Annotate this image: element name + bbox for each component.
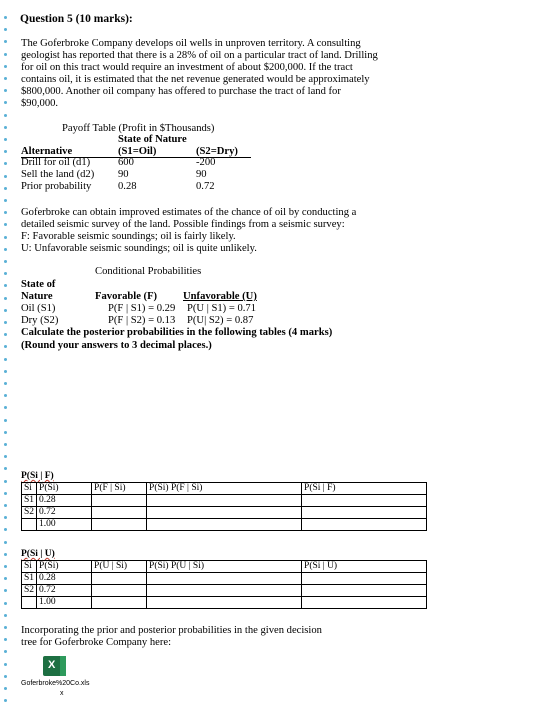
table-cell[interactable]	[147, 597, 302, 609]
table-cell[interactable]	[92, 585, 147, 597]
margin-bullet-dot	[4, 309, 7, 312]
margin-bullet-dot	[4, 541, 7, 544]
margin-bullet-dot	[4, 236, 7, 239]
margin-bullet-dot	[4, 467, 7, 470]
attachment-filename[interactable]: Goferbroke%20Co.xls	[21, 680, 90, 687]
table-cell[interactable]	[92, 519, 147, 531]
favorable-header: Favorable (F)	[95, 291, 158, 302]
table-cell: S2	[22, 507, 37, 519]
table-cell[interactable]	[147, 519, 302, 531]
table-header-row	[22, 483, 427, 495]
margin-bullet-dot	[4, 28, 7, 31]
margin-bullet-dot	[4, 40, 7, 43]
table-cell: 1.00	[37, 597, 92, 609]
margin-bullet-dot	[4, 602, 7, 605]
margin-bullet-dot	[4, 345, 7, 348]
margin-bullet-dot	[4, 492, 7, 495]
s1-header: (S1=Oil)	[118, 146, 157, 157]
state-of-nature-header: State of Nature	[118, 134, 187, 145]
header-cell: P(Si | F)	[302, 483, 427, 495]
conditional-row-unfav: P(U | S1) = 0.71	[187, 303, 257, 314]
margin-bullet-dot	[4, 626, 7, 629]
intro-line: geologist has reported that there is a 28% of oil on a particular tract of land. Drilling	[21, 50, 378, 61]
table-cell[interactable]	[302, 573, 427, 585]
table-cell[interactable]	[302, 519, 427, 531]
header-cell: P(Si) P(U | Si)	[147, 561, 302, 573]
margin-bullet-dot	[4, 528, 7, 531]
payoff-row-s2: 90	[196, 169, 207, 180]
excel-icon-letter: X	[48, 659, 56, 671]
table-header-row	[22, 561, 427, 573]
margin-bullet-dot	[4, 321, 7, 324]
attachment-close-icon[interactable]: x	[60, 690, 64, 697]
margin-bullet-dot	[4, 284, 7, 287]
margin-bullet-dot	[4, 675, 7, 678]
table-cell[interactable]	[302, 507, 427, 519]
conditional-row-fav: P(F | S2) = 0.13	[108, 315, 176, 326]
header-cell: P(U | Si)	[92, 561, 147, 573]
closing-line: tree for Goferbroke Company here:	[21, 637, 172, 648]
table-cell: 0.28	[37, 573, 92, 585]
survey-line: Goferbroke can obtain improved estimates of the chance of oil by conducting a	[21, 207, 357, 218]
header-cell: P(F | Si)	[92, 483, 147, 495]
table-cell: 0.72	[37, 507, 92, 519]
margin-bullet-dot	[4, 589, 7, 592]
margin-bullet-dot	[4, 297, 7, 300]
table-cell: 1.00	[37, 519, 92, 531]
margin-bullet-dot	[4, 358, 7, 361]
margin-bullet-dot	[4, 577, 7, 580]
margin-bullet-dot	[4, 431, 7, 434]
table-row	[22, 597, 427, 609]
survey-line: U: Unfavorable seismic soundings; oil is quite unlikely.	[21, 243, 257, 254]
margin-bullets	[0, 0, 10, 700]
table-row	[22, 519, 427, 531]
margin-bullet-dot	[4, 565, 7, 568]
margin-bullet-dot	[4, 504, 7, 507]
conditional-title: Conditional Probabilities	[95, 266, 202, 277]
table-cell: S2	[22, 585, 37, 597]
intro-line: The Goferbroke Company develops oil wells in unproven territory. A consulting	[21, 38, 361, 49]
round-note: (Round your answers to 3 decimal places.)	[21, 340, 212, 351]
margin-bullet-dot	[4, 419, 7, 422]
table-cell[interactable]	[147, 495, 302, 507]
table-cell[interactable]	[147, 585, 302, 597]
margin-bullet-dot	[4, 394, 7, 397]
survey-line: F: Favorable seismic soundings; oil is fairly likely.	[21, 231, 236, 242]
survey-line: detailed seismic survey of the land. Possible findings from a seismic survey:	[21, 219, 345, 230]
table-cell[interactable]	[302, 585, 427, 597]
posterior-table-favorable	[21, 482, 427, 531]
margin-bullet-dot	[4, 260, 7, 263]
margin-bullet-dot	[4, 53, 7, 56]
intro-line: $800,000. Another oil company has offered to purchase the tract of land for	[21, 86, 341, 97]
margin-bullet-dot	[4, 162, 7, 165]
margin-bullet-dot	[4, 614, 7, 617]
table-cell[interactable]	[92, 495, 147, 507]
margin-bullet-dot	[4, 199, 7, 202]
margin-bullet-dot	[4, 101, 7, 104]
margin-bullet-dot	[4, 272, 7, 275]
margin-bullet-dot	[4, 138, 7, 141]
payoff-row-s1: 600	[118, 157, 134, 168]
margin-bullet-dot	[4, 370, 7, 373]
payoff-row-label: Drill for oil (d1)	[21, 157, 91, 168]
table-row	[22, 573, 427, 585]
margin-bullet-dot	[4, 126, 7, 129]
header-cell: P(Si) P(F | Si)	[147, 483, 302, 495]
margin-bullet-dot	[4, 187, 7, 190]
margin-bullet-dot	[4, 211, 7, 214]
excel-fold-shape	[60, 656, 66, 676]
payoff-row-s1: 90	[118, 169, 129, 180]
state-of-label: State of	[21, 279, 56, 290]
margin-bullet-dot	[4, 638, 7, 641]
header-cell: Si	[22, 561, 37, 573]
table-cell: S1	[22, 573, 37, 585]
table-cell[interactable]	[147, 507, 302, 519]
margin-bullet-dot	[4, 248, 7, 251]
posterior-table-unfavorable	[21, 560, 427, 609]
table-cell: S1	[22, 495, 37, 507]
header-cell: P(Si)	[37, 561, 92, 573]
header-cell: Si	[22, 483, 37, 495]
table-row	[22, 495, 427, 507]
table-row	[22, 507, 427, 519]
conditional-row-label: Oil (S1)	[21, 303, 56, 314]
margin-bullet-dot	[4, 150, 7, 153]
margin-bullet-dot	[4, 687, 7, 690]
payoff-row-s2: 0.72	[196, 181, 215, 192]
intro-line: contains oil, it is estimated that the net revenue generated would be approximately	[21, 74, 370, 85]
margin-bullet-dot	[4, 65, 7, 68]
table-cell	[22, 597, 37, 609]
instruction-line: Calculate the posterior probabilities in the following tables (4 marks)	[21, 327, 333, 338]
table-cell: 0.28	[37, 495, 92, 507]
table-cell[interactable]	[302, 495, 427, 507]
question-heading: Question 5 (10 marks):	[20, 13, 133, 25]
margin-bullet-dot	[4, 89, 7, 92]
table-cell: 0.72	[37, 585, 92, 597]
unfavorable-header: Unfavorable (U)	[183, 291, 257, 302]
margin-bullet-dot	[4, 223, 7, 226]
table-cell[interactable]	[92, 597, 147, 609]
conditional-row-unfav: P(U| S2) = 0.87	[187, 315, 254, 326]
conditional-row-label: Dry (S2)	[21, 315, 59, 326]
margin-bullet-dot	[4, 77, 7, 80]
header-cell: P(Si | U)	[302, 561, 427, 573]
margin-bullet-dot	[4, 553, 7, 556]
margin-bullet-dot	[4, 16, 7, 19]
table-u-caption: P(Si | U)	[21, 549, 55, 559]
margin-bullet-dot	[4, 663, 7, 666]
table-cell[interactable]	[147, 573, 302, 585]
excel-file-icon[interactable]	[43, 656, 63, 676]
s2-header: (S2=Dry)	[196, 146, 238, 157]
nature-label: Nature	[21, 291, 53, 302]
margin-bullet-dot	[4, 406, 7, 409]
payoff-title: Payoff Table (Profit in $Thousands)	[62, 123, 215, 134]
payoff-row-s2: -200	[196, 157, 216, 168]
closing-line: Incorporating the prior and posterior probabilities in the given decision	[21, 625, 322, 636]
intro-line: for oil on this tract would require an investment of about $200,000. If the tract	[21, 62, 353, 73]
table-f-caption: P(Si | F)	[21, 471, 54, 481]
margin-bullet-dot	[4, 333, 7, 336]
payoff-row-s1: 0.28	[118, 181, 137, 192]
header-cell: P(Si)	[37, 483, 92, 495]
margin-bullet-dot	[4, 516, 7, 519]
margin-bullet-dot	[4, 114, 7, 117]
margin-bullet-dot	[4, 455, 7, 458]
table-cell[interactable]	[92, 507, 147, 519]
conditional-row-fav: P(F | S1) = 0.29	[108, 303, 176, 314]
payoff-row-label: Prior probability	[21, 181, 92, 192]
margin-bullet-dot	[4, 443, 7, 446]
margin-bullet-dot	[4, 480, 7, 483]
payoff-row-label: Sell the land (d2)	[21, 169, 95, 180]
margin-bullet-dot	[4, 382, 7, 385]
margin-bullet-dot	[4, 650, 7, 653]
alternative-header: Alternative	[21, 146, 73, 157]
table-row	[22, 585, 427, 597]
intro-line: $90,000.	[21, 98, 59, 109]
table-cell[interactable]	[302, 597, 427, 609]
table-cell[interactable]	[92, 573, 147, 585]
table-cell	[22, 519, 37, 531]
margin-bullet-dot	[4, 175, 7, 178]
